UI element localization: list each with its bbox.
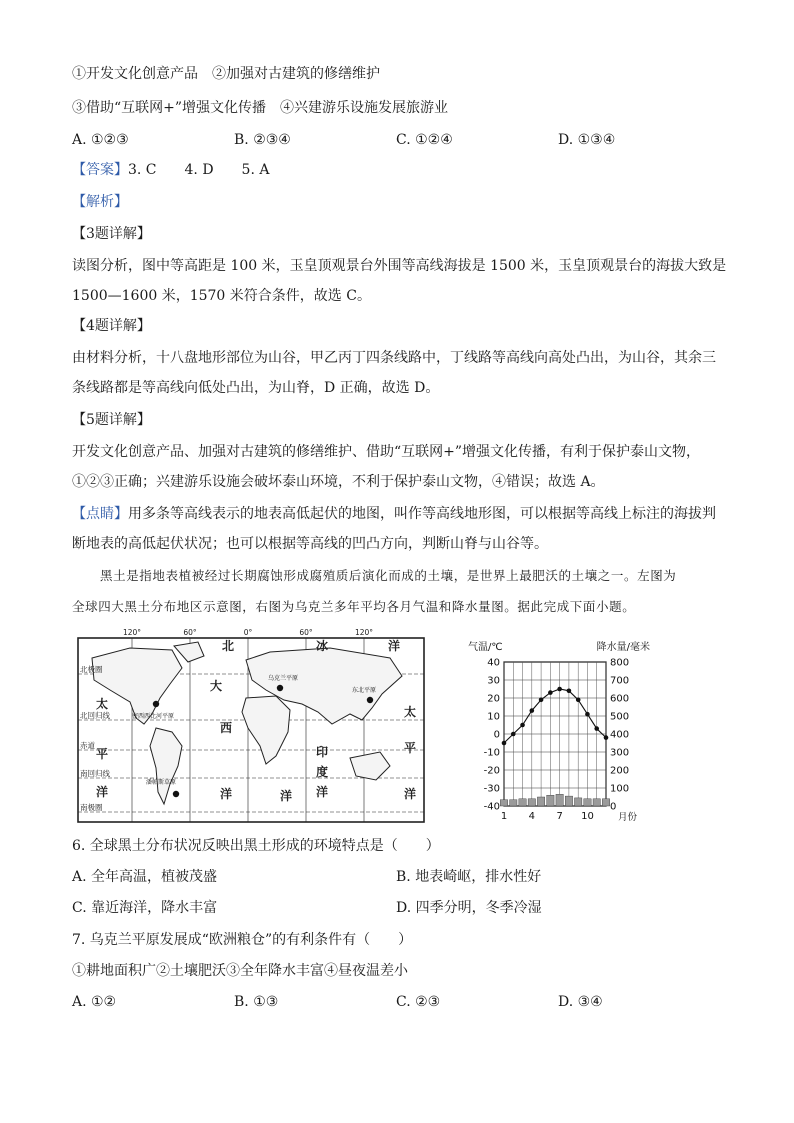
temperature-tick-label: 10 <box>487 711 500 723</box>
temperature-tick-label: 30 <box>487 675 500 687</box>
answer-line <box>72 160 269 180</box>
tip-line-1 <box>72 504 716 524</box>
label-northeast-plain: 东北平原 <box>352 687 377 694</box>
q5-line-1: 开发文化创意产品、加强对古建筑的修缮维护、借助“互联网+”增强文化传播，有利于保护泰山文物， <box>72 444 701 460</box>
tip-label: 【点睛】 <box>72 506 128 522</box>
tip-line-2: 断地表的高低起伏状况；也可以根据等高线的凹凸方向，判断山脊与山谷等。 <box>72 536 548 552</box>
precipitation-tick-label: 300 <box>610 747 630 759</box>
q6-option-d: D. 四季分明，冬季冷湿 <box>396 900 542 916</box>
precipitation-tick-label: 500 <box>610 711 630 723</box>
temperature-point <box>548 690 553 695</box>
ocean-char: 大 <box>210 679 223 693</box>
temperature-point <box>520 723 525 728</box>
lat-tropic-capricorn: 南回归线 <box>80 769 110 778</box>
chart-xlabel: 月份 <box>618 812 638 823</box>
precipitation-tick-label: 100 <box>610 783 630 795</box>
answer-label: 【答案】 <box>72 162 128 178</box>
temperature-tick-label: -30 <box>483 783 500 795</box>
month-tick-label: 7 <box>556 811 563 822</box>
q5-option-d: D. ①③④ <box>558 132 616 148</box>
intro-line-1: 黑土是指地表植被经过长期腐蚀形成腐殖质后演化而成的土壤，是世界上最肥沃的土壤之一。左图为 <box>100 568 677 583</box>
temperature-tick-label: -40 <box>483 801 500 813</box>
month-tick-label: 10 <box>581 811 594 822</box>
lat-tropic-cancer: 北回归线 <box>80 711 110 720</box>
ocean-char: 冰 <box>316 639 329 653</box>
q5-choice-line-1: ①开发文化创意产品 ②加强对古建筑的修缮维护 <box>72 66 380 82</box>
temperature-point <box>585 712 590 717</box>
temperature-point <box>530 708 535 713</box>
intro-line-2: 全球四大黑土分布地区示意图，右图为乌克兰多年平均各月气温和降水量图。据此完成下面小题。 <box>72 599 636 614</box>
temperature-point <box>604 735 609 740</box>
q3-line-2: 1500—1600 米，1570 米符合条件，故选 C。 <box>72 288 371 304</box>
ocean-char: 洋 <box>404 787 417 801</box>
q5-option-b: B. ②③④ <box>234 132 291 148</box>
ocean-char: 洋 <box>388 639 401 653</box>
precipitation-bar <box>574 798 581 806</box>
precipitation-bar <box>547 795 554 806</box>
map-tick-0: 0° <box>243 628 253 637</box>
temperature-tick-label: -10 <box>483 747 500 759</box>
precipitation-bar <box>500 800 507 806</box>
q6-option-a: A. 全年高温，植被茂盛 <box>72 869 218 885</box>
month-tick-label: 1 <box>500 811 508 822</box>
q5-choice-line-2: ③借助“互联网+”增强文化传播 ④兴建游乐设施发展旅游业 <box>72 100 449 116</box>
temperature-point <box>576 698 581 703</box>
temperature-tick-label: 20 <box>487 693 500 705</box>
northeast-plain-marker <box>367 697 373 703</box>
ocean-char: 北 <box>222 639 235 653</box>
precipitation-bar <box>602 799 609 806</box>
precipitation-tick-label: 700 <box>610 675 630 687</box>
ocean-char: 洋 <box>96 785 109 799</box>
q5-line-2: ①②③正确；兴建游乐设施会破坏泰山环境，不利于保护泰山文物，④错误；故选 A。 <box>72 474 605 490</box>
world-black-soil-map <box>70 628 430 824</box>
ukraine-climate-chart <box>466 636 652 826</box>
ocean-char: 太 <box>96 697 109 711</box>
q5-option-c: C. ①②④ <box>396 132 453 148</box>
ocean-char: 度 <box>316 765 329 779</box>
q6-stem: 6. 全球黑土分布状况反映出黑土形成的环境特点是（ ） <box>72 838 440 854</box>
map-tick-60w: 60° <box>183 628 197 637</box>
ocean-char: 西 <box>220 721 233 735</box>
ukraine-plain-marker <box>277 685 283 691</box>
q7-choices: ①耕地面积广②土壤肥沃③全年降水丰富④昼夜温差小 <box>72 963 408 979</box>
precipitation-bar <box>519 799 526 806</box>
q7-option-c: C. ②③ <box>396 994 441 1010</box>
temperature-point <box>567 689 572 694</box>
precipitation-bar <box>593 799 600 806</box>
precipitation-bar <box>565 796 572 806</box>
q6-option-b: B. 地表崎岖，排水性好 <box>396 869 542 885</box>
q6-option-c: C. 靠近海洋，降水丰富 <box>72 900 218 916</box>
map-tick-120w: 120° <box>122 628 142 637</box>
temperature-tick-label: 40 <box>487 657 500 669</box>
temperature-tick-label: -20 <box>483 765 500 777</box>
ocean-char: 印 <box>316 745 329 759</box>
precipitation-bar <box>584 799 591 806</box>
temperature-tick-label: 0 <box>493 729 500 741</box>
precipitation-tick-label: 0 <box>610 801 617 813</box>
precipitation-tick-label: 200 <box>610 765 630 777</box>
label-pampas: 潘帕斯草原 <box>146 779 177 786</box>
q7-option-b: B. ①③ <box>234 994 279 1010</box>
q7-stem: 7. 乌克兰平原发展成“欧洲粮仓”的有利条件有（ ） <box>72 932 413 948</box>
ocean-char: 平 <box>404 741 417 755</box>
precipitation-bar <box>510 800 517 806</box>
q5-option-a: A. ①②③ <box>72 132 129 148</box>
q4-label: 【4题详解】 <box>72 318 151 334</box>
precipitation-tick-label: 600 <box>610 693 630 705</box>
q7-option-a: A. ①② <box>72 994 117 1010</box>
lat-equator: 赤道 <box>80 741 95 750</box>
lat-arctic-circle: 北极圈 <box>80 665 103 674</box>
ocean-char: 洋 <box>220 787 233 801</box>
temperature-point <box>502 741 507 746</box>
precipitation-tick-label: 400 <box>610 729 630 741</box>
q5-label: 【5题详解】 <box>72 412 151 428</box>
map-tick-60e: 60° <box>299 628 313 637</box>
temperature-point <box>539 698 544 703</box>
pampas-marker <box>173 791 179 797</box>
precipitation-bar <box>528 799 535 806</box>
label-ukraine-plain: 乌克兰平原 <box>268 675 299 682</box>
temperature-point <box>594 726 599 731</box>
q4-line-1: 由材料分析，十八盘地形部位为山谷，甲乙丙丁四条线路中，丁线路等高线向高处凸出，为山谷，其余三 <box>72 350 716 366</box>
label-mississippi-plain: 密西西比河平原 <box>132 713 175 720</box>
temperature-point <box>511 732 516 737</box>
ocean-char: 平 <box>96 747 109 761</box>
q4-line-2: 条线路都是等高线向低处凸出，为山脊，D 正确，故选 D。 <box>72 380 440 396</box>
tip-text-1: 用多条等高线表示的地表高低起伏的地图，叫作等高线地形图，可以根据等高线上标注的海拔判 <box>128 506 716 522</box>
chart-ylabel-precipitation: 降水量/毫米 <box>596 642 650 653</box>
answer-text: 3. C 4. D 5. A <box>128 162 270 178</box>
chart-plot-area <box>484 658 629 823</box>
chart-ylabel-temperature: 气温/℃ <box>468 642 503 653</box>
mississippi-plain-marker <box>153 701 159 707</box>
ocean-char: 太 <box>404 705 417 719</box>
precipitation-bar <box>537 797 544 806</box>
analysis-label: 【解析】 <box>72 194 128 210</box>
map-tick-120e: 120° <box>354 628 374 637</box>
precipitation-tick-label: 800 <box>610 657 630 669</box>
ocean-char: 洋 <box>316 785 329 799</box>
q3-line-1: 读图分析，图中等高距是 100 米，玉皇顶观景台外围等高线海拔是 1500 米，玉皇顶观景台的海拔大致是 <box>72 258 727 274</box>
q3-label: 【3题详解】 <box>72 226 151 242</box>
precipitation-bar <box>556 794 563 806</box>
ocean-char: 洋 <box>280 789 293 803</box>
month-tick-label: 4 <box>528 811 536 822</box>
q7-option-d: D. ③④ <box>558 994 603 1010</box>
lat-antarctic-circle: 南极圈 <box>80 803 103 812</box>
temperature-point <box>557 687 562 692</box>
